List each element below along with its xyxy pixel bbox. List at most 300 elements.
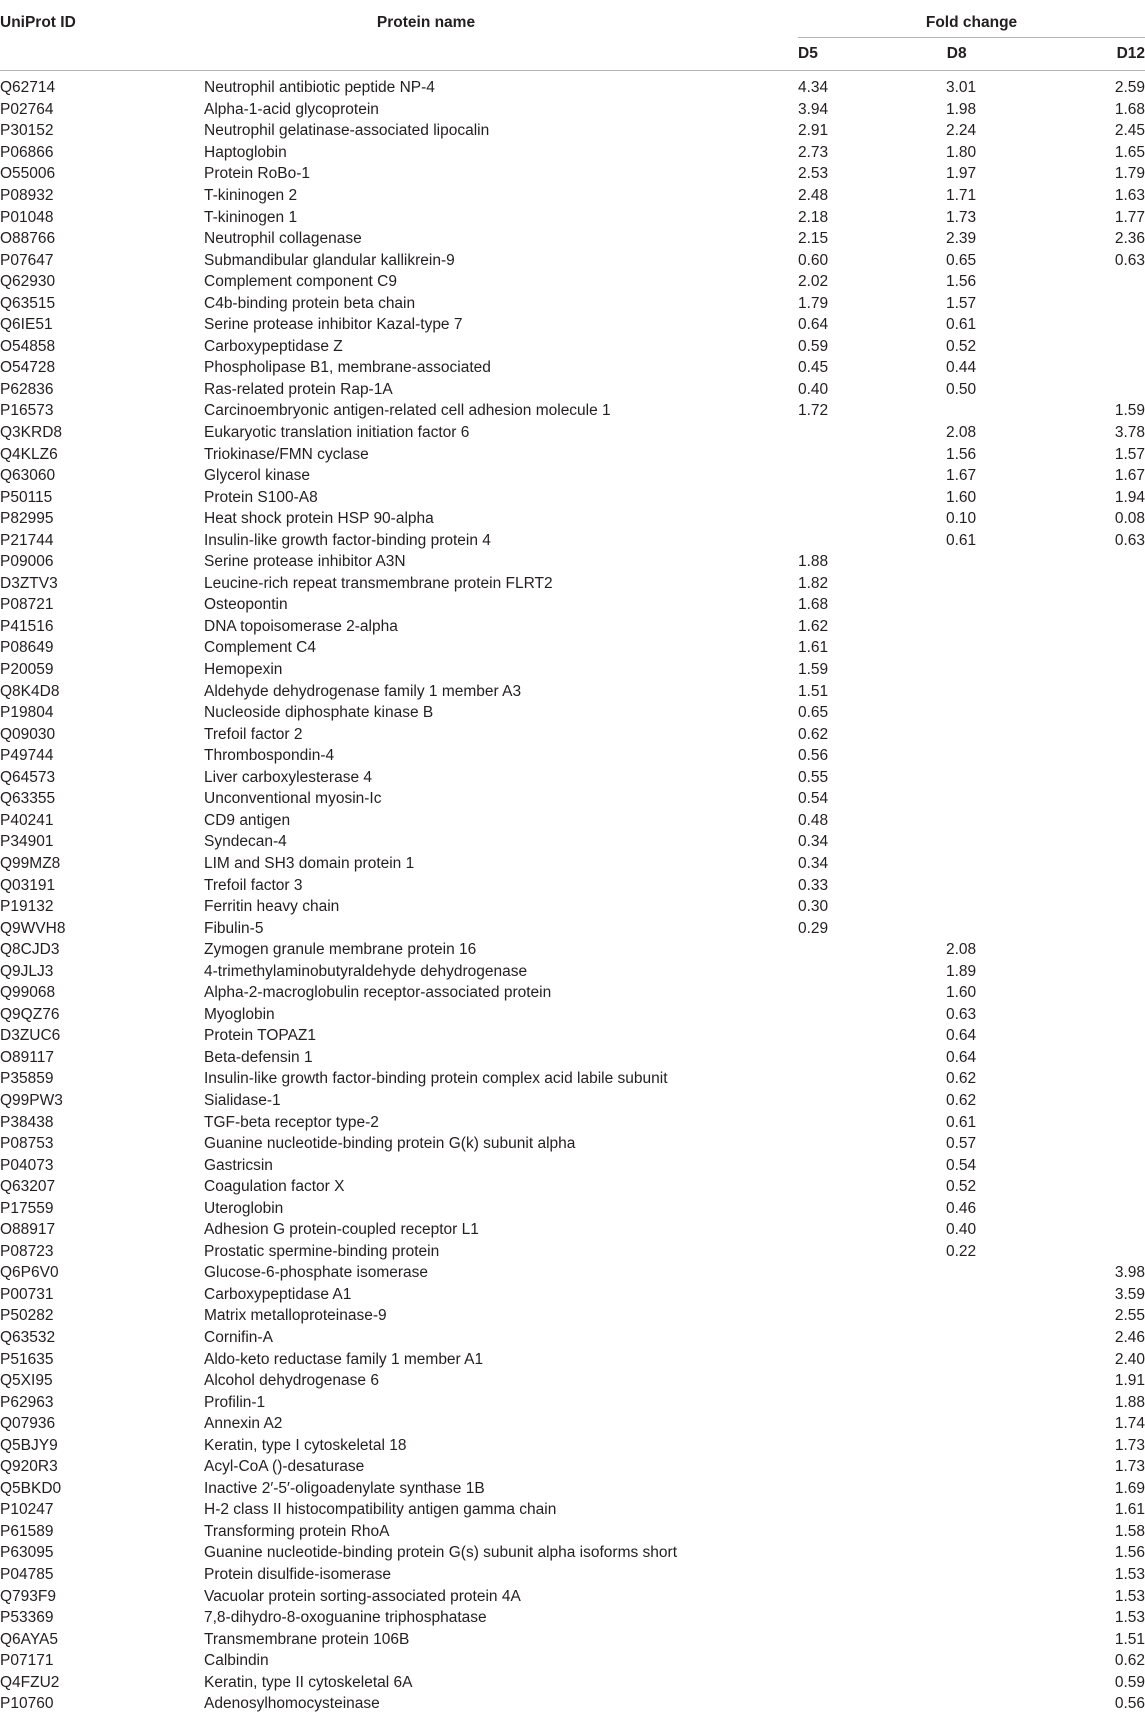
fold-change-d5-cell (798, 982, 958, 1004)
fold-change-d12-cell (990, 939, 1145, 961)
protein-name-cell: Beta-defensin 1 (204, 1048, 313, 1066)
uniprot-id-cell: Q07936 (0, 1415, 56, 1433)
header-row-1 (0, 8, 1145, 38)
uniprot-id-cell: O88766 (0, 230, 56, 248)
table-row (0, 702, 1145, 724)
uniprot-id-cell: Q03191 (0, 876, 56, 894)
fold-change-d12-cell: 1.65 (1114, 143, 1145, 161)
fold-change-d8-cell (946, 594, 978, 616)
fold-change-d5-cell: 1.88 (798, 553, 829, 571)
fold-change-d8-cell (946, 1305, 978, 1327)
uniprot-id-cell: P04073 (0, 1156, 54, 1174)
fold-change-d5-cell (798, 1348, 958, 1370)
uniprot-id-cell: Q8K4D8 (0, 682, 60, 700)
fold-change-d8-cell: 0.61 (946, 531, 977, 549)
protein-name-cell: Glycerol kinase (204, 467, 310, 485)
fold-change-d8-cell (946, 1456, 978, 1478)
fold-change-d12-cell: 1.53 (1114, 1609, 1145, 1627)
fold-change-d8-cell: 2.08 (946, 941, 977, 959)
fold-change-d5-cell (798, 1370, 958, 1392)
fold-change-d12-cell (990, 292, 1145, 314)
protein-name-cell: Eukaryotic translation initiation factor 6 (204, 424, 470, 442)
uniprot-id-cell: Q63060 (0, 467, 56, 485)
fold-change-d8-cell (946, 637, 978, 659)
fold-change-d8-cell: 1.73 (946, 208, 977, 226)
fold-change-d8-cell: 1.67 (946, 467, 977, 485)
protein-name-cell: Triokinase/FMN cyclase (204, 445, 369, 463)
fold-change-d12-cell: 1.88 (1114, 1393, 1145, 1411)
protein-name-cell: H-2 class II histocompatibility antigen gamma chain (204, 1501, 557, 1519)
fold-change-d8-cell (946, 1413, 978, 1435)
fold-change-d12-cell: 1.63 (1114, 187, 1145, 204)
protein-name-cell: LIM and SH3 domain protein 1 (204, 854, 415, 872)
uniprot-id-cell: P08723 (0, 1242, 54, 1260)
uniprot-id-cell: Q5BKD0 (0, 1479, 62, 1497)
fold-change-d8-cell (946, 831, 978, 853)
protein-name-cell: Ras-related protein Rap-1A (204, 380, 393, 398)
uniprot-id-cell: Q63355 (0, 790, 56, 808)
header-uniprot-id: UniProt ID (0, 14, 76, 31)
table-row (0, 1413, 1145, 1435)
table-row (0, 336, 1145, 358)
table-row (0, 529, 1145, 551)
uniprot-id-cell: P62963 (0, 1393, 54, 1411)
fold-change-d5-cell: 2.73 (798, 143, 829, 161)
fold-change-d12-cell (990, 1241, 1145, 1263)
fold-change-d12-cell: 2.40 (1114, 1350, 1145, 1368)
protein-name-cell: Keratin, type II cytoskeletal 6A (204, 1673, 413, 1691)
uniprot-id-cell: Q4FZU2 (0, 1673, 60, 1691)
uniprot-id-cell: Q99PW3 (0, 1091, 63, 1109)
uniprot-id-cell: Q99068 (0, 984, 56, 1002)
protein-name-cell: Neutrophil antibiotic peptide NP-4 (204, 79, 435, 97)
fold-change-d5-cell: 4.34 (798, 79, 829, 97)
table-row (0, 1671, 1145, 1693)
fold-change-d5-cell (798, 1284, 958, 1306)
uniprot-id-cell: P02764 (0, 100, 54, 118)
fold-change-d12-cell: 1.68 (1114, 100, 1145, 118)
fold-change-d8-cell (946, 1585, 978, 1607)
table-row (0, 120, 1145, 142)
uniprot-id-cell: P38438 (0, 1113, 54, 1131)
uniprot-id-cell: Q6IE51 (0, 316, 53, 334)
fold-change-d5-cell: 1.79 (798, 294, 829, 312)
uniprot-id-cell: Q63532 (0, 1328, 56, 1346)
protein-name-cell: CD9 antigen (204, 811, 291, 829)
table-row (0, 1176, 1145, 1198)
table-row (0, 1133, 1145, 1155)
protein-name-cell: Protein TOPAZ1 (204, 1027, 316, 1045)
fold-change-d12-cell (990, 1111, 1145, 1133)
fold-change-d12-cell: 2.46 (1114, 1328, 1145, 1346)
uniprot-id-cell: Q64573 (0, 768, 56, 786)
uniprot-id-cell: P08753 (0, 1135, 54, 1153)
fold-change-d5-cell (798, 1262, 958, 1284)
uniprot-id-cell: P09006 (0, 553, 54, 571)
uniprot-id-cell: Q9JLJ3 (0, 962, 54, 980)
table-row (0, 1370, 1145, 1392)
fold-change-d8-cell: 0.64 (946, 1027, 977, 1045)
protein-name-cell: Aldo-keto reductase family 1 member A1 (204, 1350, 484, 1368)
protein-name-cell: Nucleoside diphosphate kinase B (204, 704, 434, 722)
fold-change-d8-cell (946, 1564, 978, 1586)
table-row (0, 1650, 1145, 1672)
fold-change-d12-cell (990, 982, 1145, 1004)
table-row (0, 400, 1145, 422)
uniprot-id-cell: Q793F9 (0, 1587, 57, 1605)
fold-change-d8-cell (946, 659, 978, 681)
protein-name-cell: Complement C4 (204, 639, 316, 657)
fold-change-d12-cell (990, 616, 1145, 638)
fold-change-d5-cell (798, 529, 958, 551)
protein-name-cell: Zymogen granule membrane protein 16 (204, 941, 477, 959)
header-protein-name: Protein name (376, 14, 476, 31)
table-row (0, 1068, 1145, 1090)
fold-change-d5-cell (798, 443, 958, 465)
fold-change-d8-cell (946, 767, 978, 789)
fold-change-d8-cell: 0.46 (946, 1199, 977, 1217)
fold-change-d8-cell (946, 1478, 978, 1500)
fold-change-d8-cell: 0.54 (946, 1156, 977, 1174)
protein-name-cell: Calbindin (204, 1652, 269, 1670)
fold-change-d8-cell: 1.80 (946, 143, 977, 161)
protein-name-cell: Serine protease inhibitor A3N (204, 553, 406, 571)
uniprot-id-cell: Q6AYA5 (0, 1630, 59, 1648)
fold-change-d5-cell: 0.55 (798, 768, 829, 786)
table-row (0, 616, 1145, 638)
fold-change-d12-cell: 1.53 (1114, 1587, 1145, 1605)
table-row (0, 99, 1145, 121)
fold-change-d8-cell: 1.56 (946, 273, 977, 291)
fold-change-d8-cell (946, 1499, 978, 1521)
protein-name-cell: Carcinoembryonic antigen-related cell adhesion molecule 1 (204, 402, 611, 420)
fold-change-d5-cell: 0.29 (798, 919, 829, 937)
uniprot-id-cell: Q09030 (0, 725, 56, 743)
fold-change-d5-cell (798, 1693, 958, 1715)
protein-name-cell: Annexin A2 (204, 1415, 283, 1433)
fold-change-d8-cell (946, 1607, 978, 1629)
protein-name-cell: Acyl-CoA ()-desaturase (204, 1458, 365, 1476)
protein-name-cell: Profilin-1 (204, 1393, 266, 1411)
table-row (0, 573, 1145, 595)
fold-change-d8-cell (946, 573, 978, 595)
fold-change-d12-cell: 0.63 (1114, 251, 1145, 269)
fold-change-d12-cell (990, 314, 1145, 336)
uniprot-id-cell: Q9QZ76 (0, 1005, 60, 1023)
fold-change-d12-cell (990, 1197, 1145, 1219)
uniprot-id-cell: P61589 (0, 1522, 54, 1540)
protein-name-cell: Neutrophil collagenase (204, 230, 362, 248)
table-row (0, 1241, 1145, 1263)
fold-change-underline (798, 37, 1145, 38)
fold-change-d5-cell (798, 1154, 958, 1176)
fold-change-d5-cell (798, 1241, 958, 1263)
fold-change-d12-cell: 1.51 (1114, 1630, 1145, 1648)
uniprot-id-cell: P08649 (0, 639, 54, 657)
uniprot-id-cell: P10760 (0, 1695, 54, 1713)
fold-change-d8-cell: 2.39 (946, 230, 977, 248)
fold-change-d8-cell (946, 853, 978, 875)
fold-change-d12-cell: 3.98 (1114, 1264, 1145, 1282)
fold-change-d5-cell (798, 1004, 958, 1026)
fold-change-d12-cell (990, 788, 1145, 810)
fold-change-d5-cell (798, 1671, 958, 1693)
protein-name-cell: Uteroglobin (204, 1199, 284, 1217)
fold-change-d5-cell (798, 465, 958, 487)
header-d5-label: D5 (798, 45, 818, 62)
protein-name-cell: Complement component C9 (204, 273, 397, 291)
fold-change-d12-cell: 1.53 (1114, 1566, 1145, 1583)
fold-change-d12-cell: 1.58 (1114, 1522, 1145, 1540)
uniprot-id-cell: O54858 (0, 337, 56, 355)
fold-change-d12-cell (990, 896, 1145, 918)
uniprot-id-cell: P17559 (0, 1199, 54, 1217)
table-row (0, 465, 1145, 487)
fold-change-d5-cell (798, 1434, 958, 1456)
fold-change-d5-cell: 2.02 (798, 273, 829, 291)
fold-change-d8-cell: 0.44 (946, 359, 977, 377)
fold-change-d5-cell (798, 1542, 958, 1564)
fold-change-d12-cell: 1.59 (1114, 402, 1145, 420)
fold-change-d8-cell: 0.62 (946, 1070, 977, 1088)
fold-change-d5-cell (798, 1521, 958, 1543)
fold-change-d8-cell: 0.64 (946, 1048, 977, 1066)
fold-change-d8-cell (946, 680, 978, 702)
fold-change-d12-cell: 1.79 (1114, 165, 1145, 183)
table-row (0, 1025, 1145, 1047)
fold-change-d8-cell: 1.60 (946, 488, 977, 506)
table-row (0, 917, 1145, 939)
fold-change-d5-cell: 0.34 (798, 833, 829, 851)
fold-change-d8-cell: 0.61 (946, 316, 977, 334)
fold-change-d12-cell (990, 831, 1145, 853)
fold-change-d8-cell: 0.50 (946, 380, 977, 398)
uniprot-id-cell: P20059 (0, 661, 54, 679)
fold-change-d12-cell (990, 1004, 1145, 1026)
table-row (0, 314, 1145, 336)
fold-change-d12-cell (990, 357, 1145, 379)
uniprot-id-cell: P34901 (0, 833, 54, 851)
table-row (0, 1521, 1145, 1543)
fold-change-d5-cell (798, 1068, 958, 1090)
table-row (0, 874, 1145, 896)
protein-name-cell: Osteopontin (204, 596, 288, 614)
fold-change-d5-cell: 2.15 (798, 230, 829, 248)
table-row (0, 1197, 1145, 1219)
fold-change-d12-cell (990, 1176, 1145, 1198)
fold-change-d12-cell (990, 573, 1145, 595)
protein-name-cell: Transforming protein RhoA (204, 1522, 390, 1540)
table-row (0, 896, 1145, 918)
table-row (0, 745, 1145, 767)
uniprot-id-cell: P07647 (0, 251, 54, 269)
table-row (0, 1219, 1145, 1241)
fold-change-d8-cell (946, 1650, 978, 1672)
fold-change-d5-cell: 0.54 (798, 790, 829, 808)
fold-change-d8-cell: 1.57 (946, 294, 977, 312)
fold-change-d8-cell: 0.10 (946, 510, 977, 528)
fold-change-d5-cell (798, 1585, 958, 1607)
uniprot-id-cell: P07171 (0, 1652, 54, 1670)
table-row (0, 1478, 1145, 1500)
fold-change-d5-cell (798, 1197, 958, 1219)
fold-change-d8-cell (946, 1262, 978, 1284)
protein-name-cell: Haptoglobin (204, 143, 287, 161)
header-fold-change (798, 8, 1145, 38)
table-row (0, 292, 1145, 314)
fold-change-d5-cell (798, 1090, 958, 1112)
uniprot-id-cell: P30152 (0, 122, 54, 140)
uniprot-id-cell: P35859 (0, 1070, 54, 1088)
uniprot-id-cell: P50115 (0, 488, 53, 506)
fold-change-d5-cell (798, 1499, 958, 1521)
fold-change-d5-cell: 2.48 (798, 187, 829, 204)
table-row (0, 1607, 1145, 1629)
fold-change-d8-cell (946, 1693, 978, 1715)
protein-name-cell: Protein RoBo-1 (204, 165, 310, 183)
table-row (0, 939, 1145, 961)
table-row (0, 1111, 1145, 1133)
fold-change-d12-cell (990, 917, 1145, 939)
protein-name-cell: Gastricsin (204, 1156, 273, 1174)
fold-change-d8-cell (946, 1628, 978, 1650)
table-row (0, 249, 1145, 271)
fold-change-d12-cell (990, 551, 1145, 573)
fold-change-d8-cell (946, 551, 978, 573)
fold-change-d8-cell: 0.61 (946, 1113, 977, 1131)
fold-change-d5-cell (798, 1111, 958, 1133)
header-d8-label: D8 (946, 45, 967, 62)
fold-change-table (0, 8, 1145, 1715)
uniprot-id-cell: Q9WVH8 (0, 919, 66, 937)
protein-name-cell: Unconventional myosin-Ic (204, 790, 382, 808)
fold-change-d12-cell: 1.77 (1114, 208, 1145, 226)
uniprot-id-cell: P51635 (0, 1350, 54, 1368)
protein-name-cell: C4b-binding protein beta chain (204, 294, 416, 312)
fold-change-d5-cell: 0.48 (798, 811, 829, 829)
uniprot-id-cell: P21744 (0, 531, 54, 549)
uniprot-id-cell: P53369 (0, 1609, 54, 1627)
uniprot-id-cell: P08932 (0, 187, 54, 204)
uniprot-id-cell: P10247 (0, 1501, 54, 1519)
fold-change-d12-cell: 0.56 (1114, 1695, 1145, 1713)
protein-name-cell: Guanine nucleotide-binding protein G(k) subunit alpha (204, 1135, 576, 1153)
protein-name-cell: Carboxypeptidase A1 (204, 1285, 352, 1303)
fold-change-d12-cell (990, 659, 1145, 681)
fold-change-d8-cell: 1.98 (946, 100, 977, 118)
table-row (0, 1391, 1145, 1413)
table-row (0, 1499, 1145, 1521)
fold-change-d12-cell (990, 1025, 1145, 1047)
fold-change-d5-cell: 0.60 (798, 251, 829, 269)
fold-change-d12-cell (990, 767, 1145, 789)
table-row (0, 1348, 1145, 1370)
table-row (0, 443, 1145, 465)
fold-change-d8-cell (946, 616, 978, 638)
header-d5 (798, 38, 958, 71)
fold-change-d12-cell: 1.91 (1114, 1372, 1145, 1390)
fold-change-d5-cell: 1.59 (798, 661, 829, 679)
uniprot-id-cell: D3ZTV3 (0, 574, 58, 592)
table-row (0, 77, 1145, 99)
table-row (0, 680, 1145, 702)
header-row-2 (0, 38, 1145, 71)
table-row (0, 1542, 1145, 1564)
fold-change-d8-cell: 0.22 (946, 1242, 977, 1260)
table-row (0, 206, 1145, 228)
table-row (0, 637, 1145, 659)
protein-name-cell: Inactive 2′-5′-oligoadenylate synthase 1B (204, 1479, 485, 1497)
table-row (0, 1047, 1145, 1069)
protein-name-cell: Syndecan-4 (204, 833, 287, 851)
fold-change-d8-cell (946, 745, 978, 767)
protein-name-cell: Serine protease inhibitor Kazal-type 7 (204, 316, 463, 334)
fold-change-d12-cell: 1.56 (1114, 1544, 1145, 1562)
uniprot-id-cell: P82995 (0, 510, 54, 528)
fold-change-d12-cell (990, 1219, 1145, 1241)
protein-name-cell: Vacuolar protein sorting-associated protein 4A (204, 1587, 521, 1605)
fold-change-d8-cell: 0.62 (946, 1091, 977, 1109)
fold-change-d12-cell: 1.61 (1114, 1501, 1145, 1519)
protein-name-cell: Cornifin-A (204, 1328, 273, 1346)
fold-change-d5-cell: 0.33 (798, 876, 829, 894)
protein-name-cell: Insulin-like growth factor-binding protein 4 (204, 531, 491, 549)
fold-change-d5-cell (798, 1219, 958, 1241)
table-row (0, 1154, 1145, 1176)
table-row (0, 1628, 1145, 1650)
table-row (0, 486, 1145, 508)
fold-change-d12-cell (990, 960, 1145, 982)
table-row (0, 767, 1145, 789)
protein-name-cell: Liver carboxylesterase 4 (204, 768, 372, 786)
protein-name-cell: T-kininogen 2 (204, 187, 298, 204)
fold-change-d5-cell (798, 486, 958, 508)
uniprot-id-cell: P01048 (0, 208, 54, 226)
protein-name-cell: Adhesion G protein-coupled receptor L1 (204, 1221, 479, 1239)
fold-change-d8-cell: 1.71 (946, 187, 977, 204)
fold-change-d12-cell: 2.45 (1114, 122, 1145, 140)
protein-name-cell: Aldehyde dehydrogenase family 1 member A3 (204, 682, 522, 700)
fold-change-d5-cell (798, 1628, 958, 1650)
uniprot-id-cell: P40241 (0, 811, 54, 829)
table-row (0, 379, 1145, 401)
fold-change-d8-cell (946, 1521, 978, 1543)
fold-change-d12-cell (990, 637, 1145, 659)
fold-change-d5-cell: 3.94 (798, 100, 829, 118)
table-row (0, 357, 1145, 379)
uniprot-id-cell: Q4KLZ6 (0, 445, 58, 463)
table-row (0, 551, 1145, 573)
uniprot-id-cell: O55006 (0, 165, 56, 183)
protein-name-cell: Submandibular glandular kallikrein-9 (204, 251, 455, 269)
uniprot-id-cell: Q5BJY9 (0, 1436, 58, 1454)
fold-change-d8-cell (946, 896, 978, 918)
protein-name-cell: Carboxypeptidase Z (204, 337, 343, 355)
fold-change-d5-cell (798, 960, 958, 982)
uniprot-id-cell: P04785 (0, 1566, 54, 1583)
protein-name-cell: Ferritin heavy chain (204, 898, 340, 916)
fold-change-d8-cell (946, 917, 978, 939)
fold-change-d5-cell: 0.45 (798, 359, 829, 377)
fold-change-d5-cell: 1.51 (798, 682, 829, 700)
fold-change-d5-cell (798, 1133, 958, 1155)
protein-name-cell: Neutrophil gelatinase-associated lipocalin (204, 122, 490, 140)
table-row (0, 1585, 1145, 1607)
fold-change-d8-cell: 0.63 (946, 1005, 977, 1023)
fold-change-d5-cell (798, 508, 958, 530)
uniprot-id-cell: P41516 (0, 617, 54, 635)
fold-change-d12-cell: 0.63 (1114, 531, 1145, 549)
